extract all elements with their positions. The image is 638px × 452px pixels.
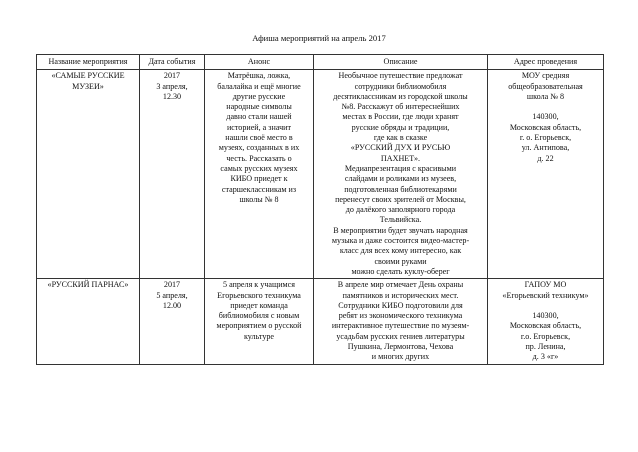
event-description-cell: Необычное путешествие предложат сотрудники библиомобиля десятиклассникам из городской школы №8. Расскажут об интереснейших местах в России, где люди хранят русские обряды и традиции, где как в сказке «РУССКИЙ ДУХ И РУСЬЮ ПАХНЕТ». Медиапрезентация с красивыми слайдами и роликами из музеев, подготовленная библиотекарями перенесут своих зрителей от Москвы, до далёкого заполярного города Тельвийска. В мероприятии будет звучать народная музыка и даже состоится видео-мастер- класс для всех кому интересно, как своими руками можно сделать куклу-оберег bbox=[314, 70, 488, 279]
table-row bbox=[37, 279, 604, 364]
event-address-cell: МОУ средняя общеобразовательная школа № 8 140300, Московская область, г. о. Егорьевск, ул. Антипова, д. 22 bbox=[488, 70, 604, 279]
event-anons-cell: 5 апреля к учащимся Егорьевского техникума приедет команда библиомобиля с новым мероприятием о русской культуре bbox=[205, 279, 314, 364]
header-event-date: Дата события bbox=[140, 55, 205, 70]
header-anons: Анонс bbox=[205, 55, 314, 70]
header-description: Описание bbox=[314, 55, 488, 70]
event-name-cell: «САМЫЕ РУССКИЕ МУЗЕИ» bbox=[37, 70, 140, 279]
event-name-cell: «РУССКИЙ ПАРНАС» bbox=[37, 279, 140, 364]
header-event-name: Название мероприятия bbox=[37, 55, 140, 70]
table-row bbox=[37, 70, 604, 279]
event-address-cell: ГАПОУ МО «Егорьевский техникум» 140300, Московская область, г.о. Егорьевск, пр. Ленина, д. 3 «г» bbox=[488, 279, 604, 364]
event-description-cell: В апреле мир отмечает День охраны памятников и исторических мест. Сотрудники КИБО подготовили для ребят из экономического техникума интерактивное путешествие по музеям- усадьбам русских гениев литературы Пушкина, Лермонтова, Чехова и многих других bbox=[314, 279, 488, 364]
event-date-cell: 2017 5 апреля, 12.00 bbox=[140, 279, 205, 364]
table-header-row bbox=[37, 55, 604, 70]
header-address: Адрес проведения bbox=[488, 55, 604, 70]
event-anons-cell: Матрёшка, ложка, балалайка и ещё многие другие русские народные символы давно стали нашей историей, а значит нашли своё место в музеях, созданных в их честь. Рассказать о самых русских музеях КИБО приедет к старшеклассникам из школы № 8 bbox=[205, 70, 314, 279]
page-title: Афиша мероприятий на апрель 2017 bbox=[252, 33, 386, 43]
event-date-cell: 2017 3 апреля, 12.30 bbox=[140, 70, 205, 279]
events-table bbox=[36, 54, 604, 365]
